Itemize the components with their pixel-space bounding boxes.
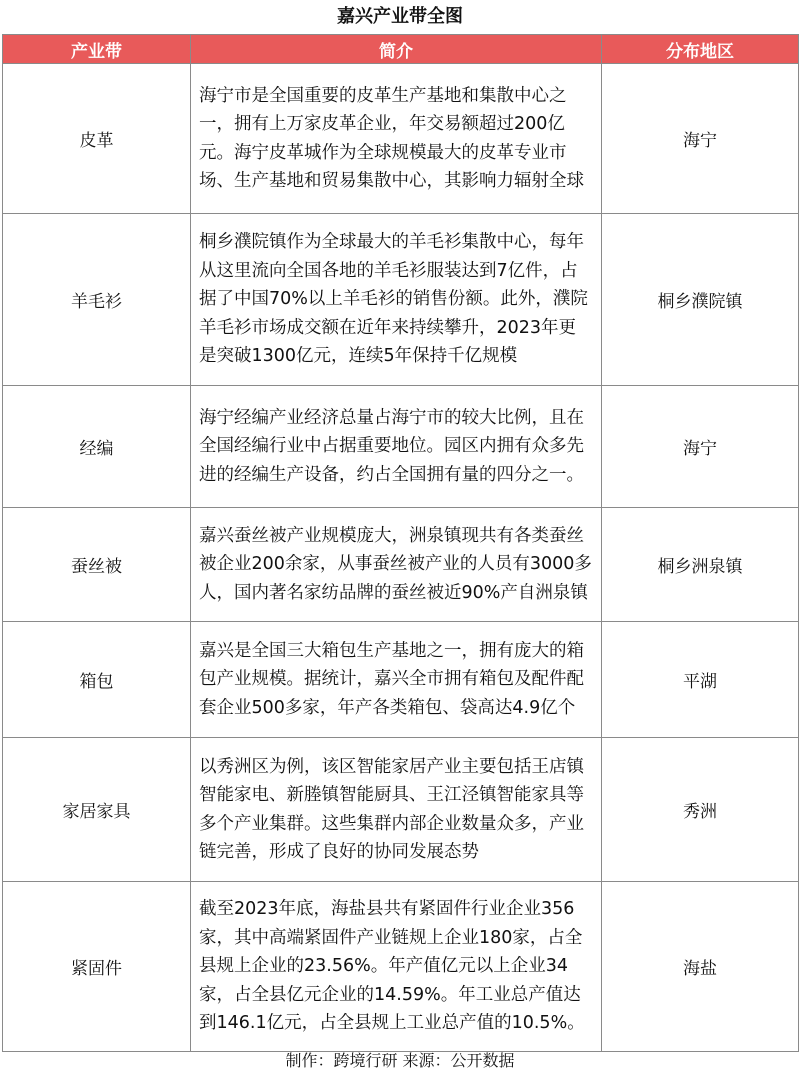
industry-description: 以秀洲区为例，该区智能家居产业主要包括王店镇智能家电、新塍镇智能厨具、王江泾镇智能家具等多个产业集群。这些集群内部企业数量众多，产业链完善，形成了良好的协同发展态势: [191, 738, 602, 882]
table-row: [3, 508, 799, 622]
table-header-row: [3, 35, 799, 64]
table-row: [3, 882, 799, 1052]
table-row: [3, 214, 799, 386]
industry-name: 经编: [3, 386, 191, 508]
industry-region: 海盐: [602, 882, 799, 1052]
industry-region: 海宁: [602, 386, 799, 508]
industry-region: 秀洲: [602, 738, 799, 882]
industry-table: [2, 34, 799, 1052]
industry-region: 平湖: [602, 622, 799, 738]
industry-region: 桐乡洲泉镇: [602, 508, 799, 622]
table-row: [3, 64, 799, 214]
table-row: [3, 622, 799, 738]
industry-name: 箱包: [3, 622, 191, 738]
industry-region: 桐乡濮院镇: [602, 214, 799, 386]
industry-name: 紧固件: [3, 882, 191, 1052]
industry-region: 海宁: [602, 64, 799, 214]
industry-description: 海宁市是全国重要的皮革生产基地和集散中心之一，拥有上万家皮革企业，年交易额超过200亿元。海宁皮革城作为全球规模最大的皮革专业市场、生产基地和贸易集散中心，其影响力辐射全球: [191, 64, 602, 214]
header-region: 分布地区: [602, 35, 799, 64]
industry-name: 蚕丝被: [3, 508, 191, 622]
footer-credit: 制作：跨境行研 来源：公开数据: [285, 1051, 515, 1070]
industry-name: 羊毛衫: [3, 214, 191, 386]
header-industry: 产业带: [3, 35, 191, 64]
table-row: [3, 386, 799, 508]
industry-description: 嘉兴蚕丝被产业规模庞大，洲泉镇现共有各类蚕丝被企业200余家，从事蚕丝被产业的人员有3000多人，国内著名家纺品牌的蚕丝被近90%产自洲泉镇: [191, 508, 602, 622]
industry-description: 桐乡濮院镇作为全球最大的羊毛衫集散中心，每年从这里流向全国各地的羊毛衫服装达到7亿件，占据了中国70%以上羊毛衫的销售份额。此外，濮院羊毛衫市场成交额在近年来持续攀升，2023年更是突破1300亿元，连续5年保持千亿规模: [191, 214, 602, 386]
header-description: 简介: [191, 35, 602, 64]
table-row: [3, 738, 799, 882]
industry-description: 嘉兴是全国三大箱包生产基地之一，拥有庞大的箱包产业规模。据统计，嘉兴全市拥有箱包及配件配套企业500多家，年产各类箱包、袋高达4.9亿个: [191, 622, 602, 738]
industry-name: 皮革: [3, 64, 191, 214]
industry-name: 家居家具: [3, 738, 191, 882]
industry-description: 截至2023年底，海盐县共有紧固件行业企业356家，其中高端紧固件产业链规上企业180家，占全县规上企业的23.56%。年产值亿元以上企业34家，占全县亿元企业的14.59%。年工业总产值达到146.1亿元，占全县规上工业总产值的10.5%。: [191, 882, 602, 1052]
page-title: 嘉兴产业带全图: [337, 6, 463, 27]
industry-description: 海宁经编产业经济总量占海宁市的较大比例，且在全国经编行业中占据重要地位。园区内拥有众多先进的经编生产设备，约占全国拥有量的四分之一。: [191, 386, 602, 508]
